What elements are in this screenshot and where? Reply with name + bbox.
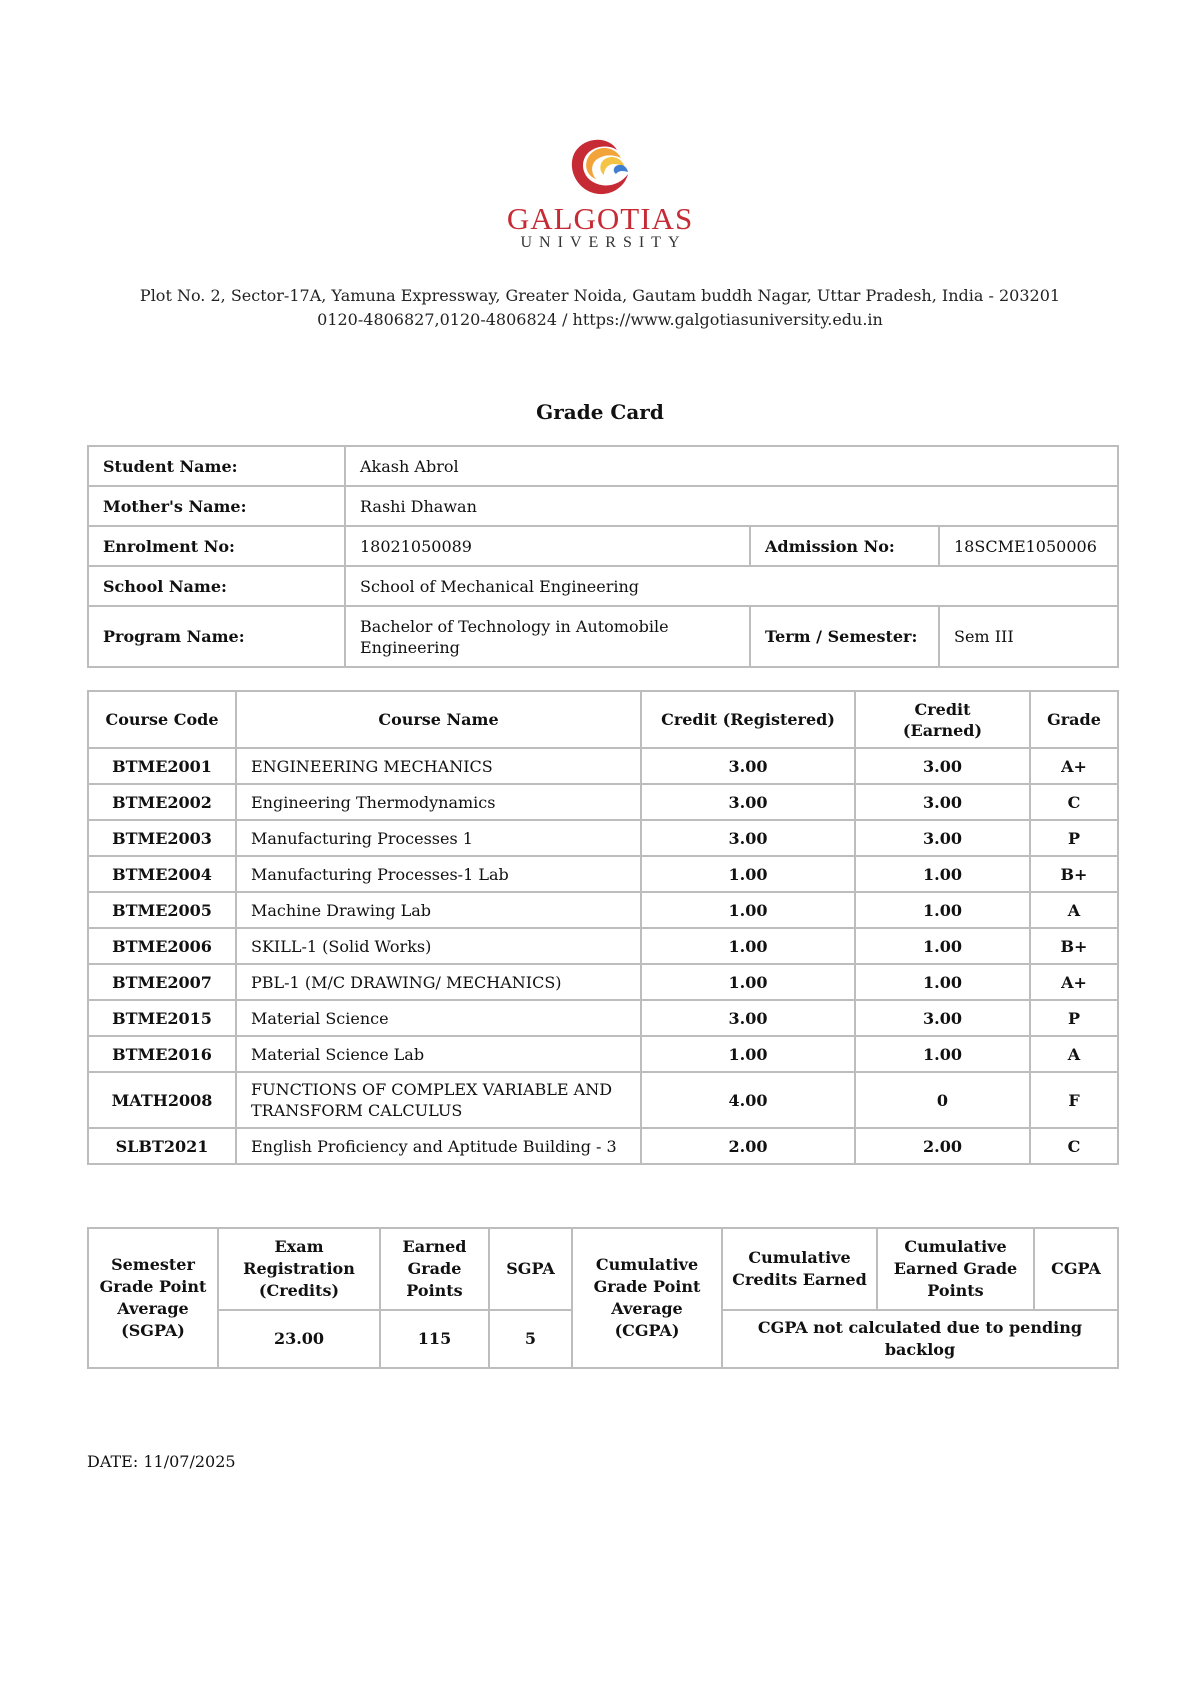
grade: C: [1030, 1128, 1118, 1164]
credit-registered: 4.00: [641, 1072, 855, 1128]
table-row: [88, 1128, 1118, 1164]
credit-earned: 1.00: [855, 964, 1030, 1000]
student-name-value: Akash Abrol: [345, 446, 1118, 486]
credit-registered: 1.00: [641, 1036, 855, 1072]
admission-label: Admission No:: [750, 526, 939, 566]
credit-earned: 0: [855, 1072, 1030, 1128]
university-logo: [0, 132, 1200, 252]
course-code: BTME2002: [88, 784, 236, 820]
enrolment-value: 18021050089: [345, 526, 750, 566]
credit-earned: 2.00: [855, 1128, 1030, 1164]
sgpa-block-label: Semester Grade Point Average (SGPA): [88, 1228, 218, 1368]
table-row: [88, 748, 1118, 784]
credit-earned: 3.00: [855, 784, 1030, 820]
brand-name: GALGOTIAS: [506, 201, 694, 236]
credit-registered: 2.00: [641, 1128, 855, 1164]
credit-earned: 3.00: [855, 820, 1030, 856]
header-grade: Grade: [1030, 691, 1118, 748]
sgpa-value: 5: [489, 1310, 572, 1368]
course-name: Machine Drawing Lab: [236, 892, 641, 928]
page-title: Grade Card: [536, 400, 664, 424]
program-value: Bachelor of Technology in Automobile Engineering: [345, 606, 750, 667]
term-value: Sem III: [939, 606, 1118, 667]
grade: B+: [1030, 856, 1118, 892]
course-name: FUNCTIONS OF COMPLEX VARIABLE AND TRANSFORM CALCULUS: [236, 1072, 641, 1128]
credit-earned: 1.00: [855, 1036, 1030, 1072]
student-info-table: [87, 445, 1119, 668]
grade: P: [1030, 1000, 1118, 1036]
cgpa-block-label: Cumulative Grade Point Average (CGPA): [572, 1228, 722, 1368]
credit-registered: 1.00: [641, 892, 855, 928]
table-row: [88, 856, 1118, 892]
course-name: English Proficiency and Aptitude Building - 3: [236, 1128, 641, 1164]
credit-earned: 3.00: [855, 748, 1030, 784]
credit-registered: 1.00: [641, 964, 855, 1000]
course-name: Manufacturing Processes 1: [236, 820, 641, 856]
credit-earned: 3.00: [855, 1000, 1030, 1036]
course-code: MATH2008: [88, 1072, 236, 1128]
exam-registration-value: 23.00: [218, 1310, 380, 1368]
table-row: [88, 1072, 1118, 1128]
header-course-code: Course Code: [88, 691, 236, 748]
credit-registered: 1.00: [641, 928, 855, 964]
enrolment-label: Enrolment No:: [88, 526, 345, 566]
course-code: BTME2015: [88, 1000, 236, 1036]
course-code: BTME2006: [88, 928, 236, 964]
course-code: BTME2003: [88, 820, 236, 856]
table-row: [88, 820, 1118, 856]
course-code: BTME2001: [88, 748, 236, 784]
credit-registered: 1.00: [641, 856, 855, 892]
student-name-label: Student Name:: [88, 446, 345, 486]
grade: B+: [1030, 928, 1118, 964]
grade: A: [1030, 1036, 1118, 1072]
galgotias-swirl-icon: [565, 132, 635, 198]
course-name: Material Science Lab: [236, 1036, 641, 1072]
exam-registration-header: Exam Registration (Credits): [218, 1228, 380, 1310]
courses-table: [87, 690, 1119, 1165]
course-name: SKILL-1 (Solid Works): [236, 928, 641, 964]
credit-registered: 3.00: [641, 1000, 855, 1036]
course-name: Manufacturing Processes-1 Lab: [236, 856, 641, 892]
course-code: BTME2004: [88, 856, 236, 892]
mother-name-label: Mother's Name:: [88, 486, 345, 526]
course-code: BTME2007: [88, 964, 236, 1000]
brand-subtitle: UNIVERSITY: [520, 234, 687, 251]
course-code: BTME2016: [88, 1036, 236, 1072]
course-name: PBL-1 (M/C DRAWING/ MECHANICS): [236, 964, 641, 1000]
credit-earned: 1.00: [855, 928, 1030, 964]
address-line: Plot No. 2, Sector-17A, Yamuna Expressway, Greater Noida, Gautam buddh Nagar, Uttar Pradesh, India - 203201: [139, 286, 1061, 305]
table-row: [88, 784, 1118, 820]
grade: A+: [1030, 964, 1118, 1000]
grade: C: [1030, 784, 1118, 820]
credit-registered: 3.00: [641, 784, 855, 820]
cumulative-grade-points-header: Cumulative Earned Grade Points: [877, 1228, 1034, 1310]
course-code: SLBT2021: [88, 1128, 236, 1164]
earned-grade-points-value: 115: [380, 1310, 489, 1368]
grade: P: [1030, 820, 1118, 856]
contact-line: 0120-4806827,0120-4806824 / https://www.galgotiasuniversity.edu.in: [317, 310, 883, 329]
table-row: [88, 1000, 1118, 1036]
admission-value: 18SCME1050006: [939, 526, 1118, 566]
cgpa-note: CGPA not calculated due to pending backlog: [722, 1310, 1118, 1368]
table-row: [88, 1036, 1118, 1072]
course-name: ENGINEERING MECHANICS: [236, 748, 641, 784]
course-name: Engineering Thermodynamics: [236, 784, 641, 820]
grade: F: [1030, 1072, 1118, 1128]
sgpa-header: SGPA: [489, 1228, 572, 1310]
program-label: Program Name:: [88, 606, 345, 667]
earned-grade-points-header: Earned Grade Points: [380, 1228, 489, 1310]
school-value: School of Mechanical Engineering: [345, 566, 1118, 606]
grade: A+: [1030, 748, 1118, 784]
term-label: Term / Semester:: [750, 606, 939, 667]
cumulative-credits-header: Cumulative Credits Earned: [722, 1228, 877, 1310]
mother-name-value: Rashi Dhawan: [345, 486, 1118, 526]
course-code: BTME2005: [88, 892, 236, 928]
header-course-name: Course Name: [236, 691, 641, 748]
grade: A: [1030, 892, 1118, 928]
table-row: [88, 928, 1118, 964]
table-row: [88, 964, 1118, 1000]
course-name: Material Science: [236, 1000, 641, 1036]
header-credit-registered: Credit (Registered): [641, 691, 855, 748]
cgpa-header: CGPA: [1034, 1228, 1118, 1310]
gpa-summary-table: [87, 1227, 1119, 1369]
school-label: School Name:: [88, 566, 345, 606]
credit-registered: 3.00: [641, 820, 855, 856]
issue-date: DATE: 11/07/2025: [87, 1452, 236, 1471]
credit-registered: 3.00: [641, 748, 855, 784]
credit-earned: 1.00: [855, 856, 1030, 892]
table-row: [88, 892, 1118, 928]
header-credit-earned: Credit (Earned): [855, 691, 1030, 748]
credit-earned: 1.00: [855, 892, 1030, 928]
